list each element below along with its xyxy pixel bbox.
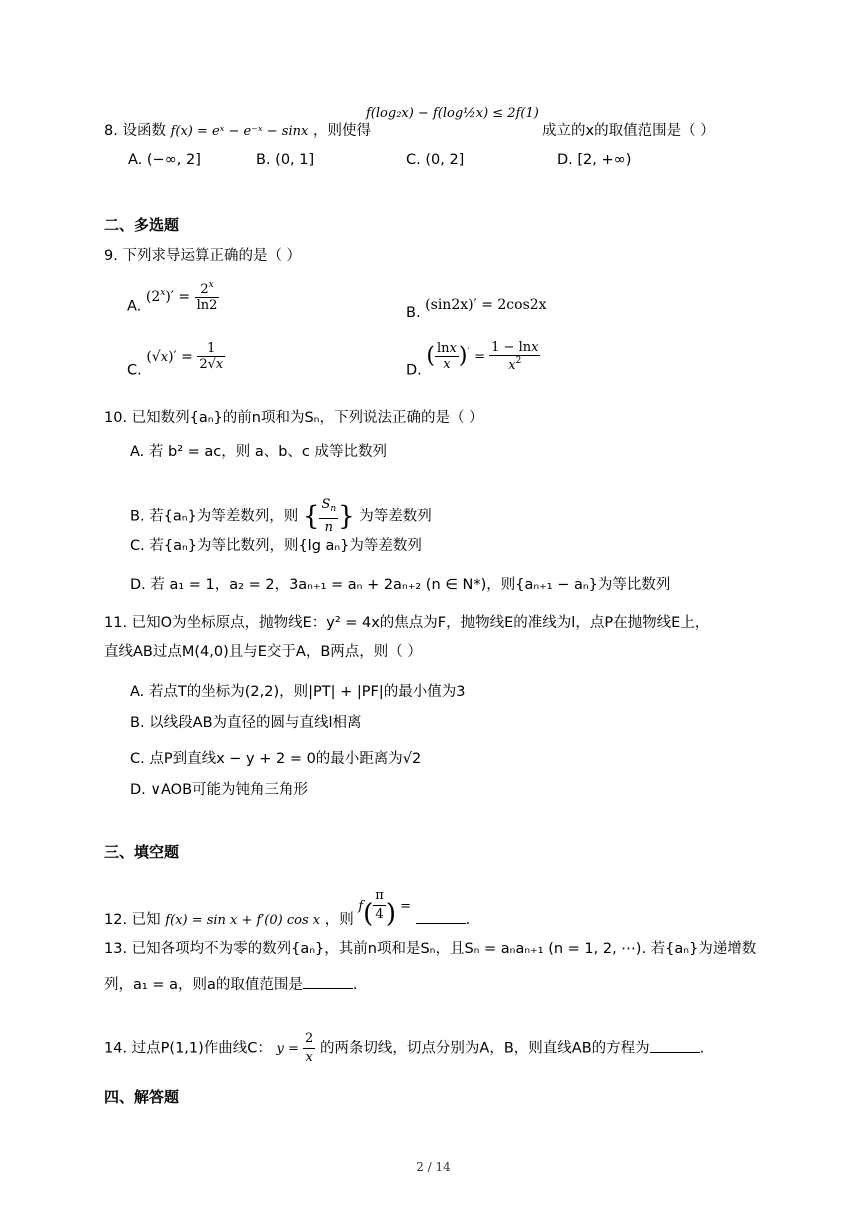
q10-option-c: C. 若{aₙ}为等比数列，则{lg aₙ}为等差数列: [130, 538, 422, 554]
question-8-stem: [104, 122, 371, 141]
q12-answer-blank[interactable]: [416, 911, 466, 924]
q12-function: f(x) = sin x + f′(0) cos x: [165, 913, 321, 928]
q11-option-b: B. 以线段AB为直径的圆与直线l相离: [130, 715, 362, 731]
q9-c-fraction: $\frac{1}{2√x}$: [199, 341, 224, 372]
question-11-line2: 直线AB过点M(4,0)且与E交于A，B两点，则（ ）: [104, 644, 422, 660]
q8-option-c: C. (0, 2]: [406, 152, 465, 168]
q9-d-result-fraction: $\frac{1 - \ln x}{x^2}$: [491, 340, 539, 373]
q8-function: f(x) = eˣ − e⁻ˣ − sinx: [170, 124, 309, 139]
q9-a-fraction: $\frac{2^x}{\ln 2}$: [196, 280, 218, 313]
section-heading-fill-in: 三、填空题: [104, 843, 180, 861]
section-heading-solutions: 四、解答题: [104, 1088, 180, 1106]
q8-mid: ，则使得: [312, 123, 371, 139]
q10-option-a: A. 若 b² = ac，则 a、b、c 成等比数列: [130, 444, 388, 460]
q13-answer-blank[interactable]: [303, 976, 353, 989]
q10-option-d: D. 若 a₁ = 1，a₂ = 2，3aₙ₊₁ = aₙ + 2aₙ₊₂ (n ∈ N*)，则{aₙ₊₁ − aₙ}为等比数列: [130, 577, 671, 593]
q8-option-d: D. [2, +∞): [557, 152, 632, 168]
q11-option-a: A. 若点T的坐标为(2,2)，则|PT| + |PF|的最小值为3: [130, 684, 466, 700]
question-12: 12. 已知 f(x) = sin x + f′(0) cos x ，则 f( $\frac{\pi}{4}$ ) = .: [104, 888, 471, 929]
q9-option-c: C. (√x)′ = $\frac{1}{2√x}$: [127, 341, 224, 379]
q8-tail: [542, 122, 715, 140]
q11-option-d: D. ∨AOB可能为钝角三角形: [130, 782, 309, 798]
question-11-line1: 11. 已知O为坐标原点，抛物线E：y² = 4x的焦点为F，抛物线E的准线为l，点P在抛物线E上，: [104, 615, 710, 631]
q9-d-inner-fraction: $\frac{\ln x}{x}$: [436, 341, 457, 372]
q8-stem-text: 8. 设函数: [104, 123, 166, 139]
q8-condition: [366, 104, 539, 123]
question-14: 14. 过点P(1,1)作曲线C： y = $\frac{2}{x}$ 的两条切线，切点分别为A，B，则直线AB的方程为 .: [104, 1031, 705, 1065]
q8-tail-text: 成立的x的取值范围是（ ）: [542, 123, 715, 139]
question-13-line2: 列，a₁ = a，则a的取值范围是 .: [104, 977, 358, 993]
q8-option-a: A. (−∞, 2]: [128, 152, 201, 168]
q14-answer-blank[interactable]: [650, 1040, 700, 1053]
q8-inequality: f(log₂x) − f(log½x) ≤ 2f(1): [366, 106, 539, 121]
q10-b-fraction: $\frac{S_n}{n}$: [321, 497, 337, 535]
question-9-stem: 9. 下列求导运算正确的是（ ）: [104, 248, 302, 264]
q9-option-b: B. (sin2x)′ = 2cos2x: [406, 297, 547, 321]
q9-option-d: D. ( $\frac{\ln x}{x}$ )′ = $\frac{1 - \ln x}{x^2}$: [406, 340, 539, 379]
q14-fraction: $\frac{2}{x}$: [305, 1031, 314, 1065]
q11-option-c: C. 点P到直线x − y + 2 = 0的最小距离为√2: [130, 751, 422, 767]
q12-fraction: $\frac{\pi}{4}$: [375, 888, 384, 922]
section-heading-multiple-choice: 二、多选题: [104, 216, 180, 234]
question-13-line1: 13. 已知各项均不为零的数列{aₙ}，其前n项和是Sₙ，且Sₙ = aₙaₙ₊₁ (n = 1, 2, ⋯). 若{aₙ}为递增数: [104, 941, 757, 957]
q10-option-b: B. 若{aₙ}为等差数列，则 { $\frac{S_n}{n}$ } 为等差数列: [130, 497, 432, 535]
question-10-stem: 10. 已知数列{aₙ}的前n项和为Sₙ，下列说法正确的是（ ）: [104, 410, 484, 426]
page-number: 2 / 14: [416, 1160, 451, 1174]
q8-option-b: B. (0, 1]: [256, 152, 315, 168]
q9-option-a: A. $(2^x)'$ = $\frac{2^x}{\ln 2}$: [127, 280, 218, 315]
